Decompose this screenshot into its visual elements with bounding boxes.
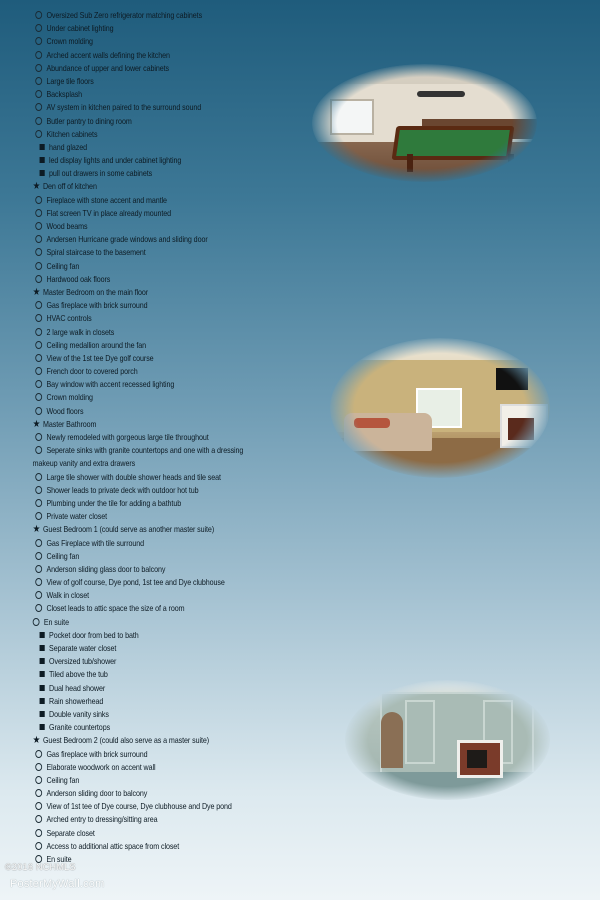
list-item-text: Master Bedroom on the main floor: [42, 286, 149, 297]
list-item-text: Andersen Hurricane grade windows and sliding door: [46, 234, 208, 245]
brand-link[interactable]: PosterMyWall.com: [10, 878, 105, 890]
circle-bullet-icon: [35, 552, 42, 560]
list-item: [0, 246, 516, 259]
list-item-text: Bay window with accent recessed lighting: [46, 379, 175, 390]
list-item-text: Under cabinet lighting: [46, 23, 114, 34]
list-item-text: Ceiling fan: [46, 550, 80, 561]
list-item: [0, 523, 516, 536]
list-item-text: Crown molding: [46, 392, 93, 403]
list-item-text: View of 1st tee of Dye course, Dye clubhouse and Dye pond: [46, 801, 232, 812]
circle-bullet-icon: [35, 473, 42, 481]
list-item: [0, 9, 516, 22]
list-item-text: Double vanity sinks: [49, 708, 109, 719]
circle-bullet-icon: [35, 446, 42, 454]
square-bullet-icon: [40, 170, 45, 176]
circle-bullet-icon: [35, 604, 42, 612]
list-item-text: Master Bathroom: [42, 418, 97, 429]
circle-bullet-icon: [35, 380, 42, 388]
list-item-text: Separate closet: [46, 827, 95, 838]
list-item-text: Guest Bedroom 1 (could serve as another master suite): [42, 524, 215, 535]
list-item: [0, 655, 516, 668]
circle-bullet-icon: [33, 618, 40, 626]
circle-bullet-icon: [35, 763, 42, 771]
circle-bullet-icon: [35, 103, 42, 111]
guest-bedroom-photo: [345, 680, 550, 800]
list-item: [0, 616, 516, 629]
list-item: [0, 286, 516, 299]
square-bullet-icon: [40, 157, 45, 163]
list-item-text: Dual head shower: [49, 682, 106, 693]
list-item-text: pull out drawers in some cabinets: [49, 168, 153, 179]
list-item-text: HVAC controls: [46, 313, 92, 324]
circle-bullet-icon: [35, 750, 42, 758]
list-item-text: Elaborate woodwork on accent wall: [46, 761, 156, 772]
list-item-text: hand glazed: [49, 141, 87, 152]
circle-bullet-icon: [35, 393, 42, 401]
list-item: [0, 642, 516, 655]
list-item: [0, 207, 516, 220]
square-bullet-icon: [40, 698, 45, 704]
list-item-text: Oversized tub/shower: [49, 656, 117, 667]
list-item-text: Guest Bedroom 2 (could also serve as a master suite): [42, 735, 210, 746]
list-item: [0, 827, 516, 840]
list-item-text: Shower leads to private deck with outdoor hot tub: [46, 484, 199, 495]
list-item: [0, 840, 516, 853]
list-item: [0, 550, 516, 563]
circle-bullet-icon: [35, 789, 42, 797]
list-item-text: Newly remodeled with gorgeous large tile throughout: [46, 432, 209, 442]
circle-bullet-icon: [35, 64, 42, 72]
list-item-text: Hardwood oak floors: [46, 273, 111, 284]
list-item-text: Wood beams: [46, 221, 88, 231]
list-item-text: Spiral staircase to the basement: [46, 247, 146, 258]
list-item-text: Seperate sinks with granite countertops and one with a dressing: [46, 445, 244, 456]
circle-bullet-icon: [35, 37, 42, 45]
list-item-text: Private water closet: [46, 511, 107, 522]
square-bullet-icon: [40, 645, 45, 651]
list-item-text: Anderson sliding glass door to balcony: [46, 563, 166, 574]
list-item-text: makeup vanity and extra drawers: [32, 458, 136, 469]
list-item-text: En suite: [43, 616, 69, 627]
list-item: [0, 800, 516, 813]
list-item-text: Ceiling fan: [46, 260, 80, 271]
list-item-text: View of the 1st tee Dye golf course: [46, 352, 154, 363]
list-item: [0, 35, 516, 48]
star-bullet-icon: ★: [32, 524, 41, 536]
list-item-text: Den off of kitchen: [42, 181, 97, 192]
square-bullet-icon: [40, 724, 45, 730]
list-item-text: Kitchen cabinets: [46, 128, 98, 139]
list-item-text: Walk in closet: [46, 590, 89, 601]
list-item: [0, 484, 516, 497]
circle-bullet-icon: [35, 301, 42, 309]
list-item-text: AV system in kitchen paired to the surround sound: [46, 102, 202, 113]
circle-bullet-icon: [35, 77, 42, 85]
circle-bullet-icon: [35, 499, 42, 507]
circle-bullet-icon: [35, 565, 42, 573]
circle-bullet-icon: [35, 90, 42, 98]
square-bullet-icon: [40, 711, 45, 717]
circle-bullet-icon: [35, 248, 42, 256]
circle-bullet-icon: [35, 776, 42, 784]
list-item-text: Oversized Sub Zero refrigerator matching cabinets: [46, 10, 203, 20]
list-item: [0, 326, 516, 339]
circle-bullet-icon: [35, 24, 42, 32]
list-item: [0, 220, 516, 233]
list-item-text: Crown molding: [46, 36, 93, 47]
game-room-photo: [312, 64, 537, 182]
list-item: [0, 589, 516, 602]
square-bullet-icon: [40, 632, 45, 638]
list-item-text: Large tile floors: [46, 75, 94, 86]
list-item-text: Pocket door from bed to bath: [49, 629, 139, 640]
list-item-text: Flat screen TV in place already mounted: [46, 207, 172, 218]
list-item-text: Butler pantry to dining room: [46, 115, 132, 126]
circle-bullet-icon: [35, 367, 42, 375]
list-item-text: Anderson sliding door to balcony: [46, 788, 148, 799]
star-bullet-icon: ★: [32, 418, 41, 430]
list-item: [0, 233, 516, 246]
list-item: [0, 497, 516, 510]
circle-bullet-icon: [35, 341, 42, 349]
circle-bullet-icon: [35, 209, 42, 217]
list-item-text: Abundance of upper and lower cabinets: [46, 62, 170, 73]
list-item-text: French door to covered porch: [46, 366, 138, 377]
list-item: [0, 49, 516, 62]
list-item: [0, 510, 516, 523]
list-item-text: Backsplash: [46, 89, 83, 100]
circle-bullet-icon: [35, 433, 42, 441]
list-item: [0, 576, 516, 589]
circle-bullet-icon: [35, 591, 42, 599]
list-item-text: Large tile shower with double shower heads and tile seat: [46, 471, 221, 482]
circle-bullet-icon: [35, 235, 42, 243]
circle-bullet-icon: [35, 512, 42, 520]
square-bullet-icon: [40, 658, 45, 664]
circle-bullet-icon: [35, 117, 42, 125]
list-item-text: En suite: [46, 854, 72, 864]
circle-bullet-icon: [35, 578, 42, 586]
list-item: [0, 180, 516, 193]
square-bullet-icon: [40, 144, 45, 150]
circle-bullet-icon: [35, 314, 42, 322]
list-item: [0, 629, 516, 642]
list-item-text: Gas Fireplace with tile surround: [46, 537, 145, 548]
circle-bullet-icon: [35, 130, 42, 138]
master-bedroom-photo: [330, 338, 550, 478]
circle-bullet-icon: [35, 842, 42, 850]
circle-bullet-icon: [35, 354, 42, 362]
star-bullet-icon: ★: [32, 286, 41, 298]
list-item-text: View of golf course, Dye pond, 1st tee and Dye clubhouse: [46, 577, 225, 588]
star-bullet-icon: ★: [32, 735, 41, 747]
list-item-text: Gas fireplace with brick surround: [46, 300, 148, 311]
list-item-text: led display lights and under cabinet lighting: [49, 155, 182, 166]
list-item-text: Separate water closet: [49, 643, 117, 653]
list-item-text: Fireplace with stone accent and mantle: [46, 194, 167, 205]
circle-bullet-icon: [35, 815, 42, 823]
list-item: [0, 273, 516, 286]
circle-bullet-icon: [35, 222, 42, 230]
list-item: [0, 563, 516, 576]
list-item: [0, 260, 516, 273]
list-item-text: Granite countertops: [49, 722, 111, 733]
list-item: [0, 537, 516, 550]
circle-bullet-icon: [35, 855, 42, 863]
circle-bullet-icon: [35, 802, 42, 810]
list-item: [0, 312, 516, 325]
circle-bullet-icon: [35, 829, 42, 837]
circle-bullet-icon: [35, 11, 42, 19]
list-item-text: Gas fireplace with brick surround: [46, 748, 148, 759]
list-item-text: Ceiling medallion around the fan: [46, 339, 147, 350]
list-item-text: Arched entry to dressing/sitting area: [46, 814, 158, 825]
list-item: [0, 22, 516, 35]
list-item-text: Tiled above the tub: [49, 669, 108, 680]
list-item: [0, 194, 516, 207]
list-item-text: 2 large walk in closets: [46, 326, 115, 337]
circle-bullet-icon: [35, 275, 42, 283]
list-item-text: Plumbing under the tile for adding a bathtub: [46, 497, 182, 508]
list-item-text: Closet leads to attic space the size of a room: [46, 603, 185, 614]
circle-bullet-icon: [35, 196, 42, 204]
list-item: [0, 602, 516, 615]
star-bullet-icon: ★: [32, 181, 41, 193]
circle-bullet-icon: [35, 51, 42, 59]
list-item-text: Arched accent walls defining the kitchen: [46, 49, 170, 60]
list-item: [0, 813, 516, 826]
list-item-text: Ceiling fan: [46, 774, 80, 785]
circle-bullet-icon: [35, 539, 42, 547]
list-item: [0, 853, 516, 866]
list-item-text: Rain showerhead: [49, 695, 104, 706]
copyright-text: ©2016 NCHMLS: [5, 862, 76, 872]
list-item-text: Access to additional attic space from closet: [46, 840, 180, 851]
list-item-text: Wood floors: [46, 405, 84, 416]
circle-bullet-icon: [35, 262, 42, 270]
circle-bullet-icon: [35, 328, 42, 336]
list-item: [0, 299, 516, 312]
circle-bullet-icon: [35, 486, 42, 494]
square-bullet-icon: [40, 671, 45, 677]
circle-bullet-icon: [35, 407, 42, 415]
square-bullet-icon: [40, 685, 45, 691]
